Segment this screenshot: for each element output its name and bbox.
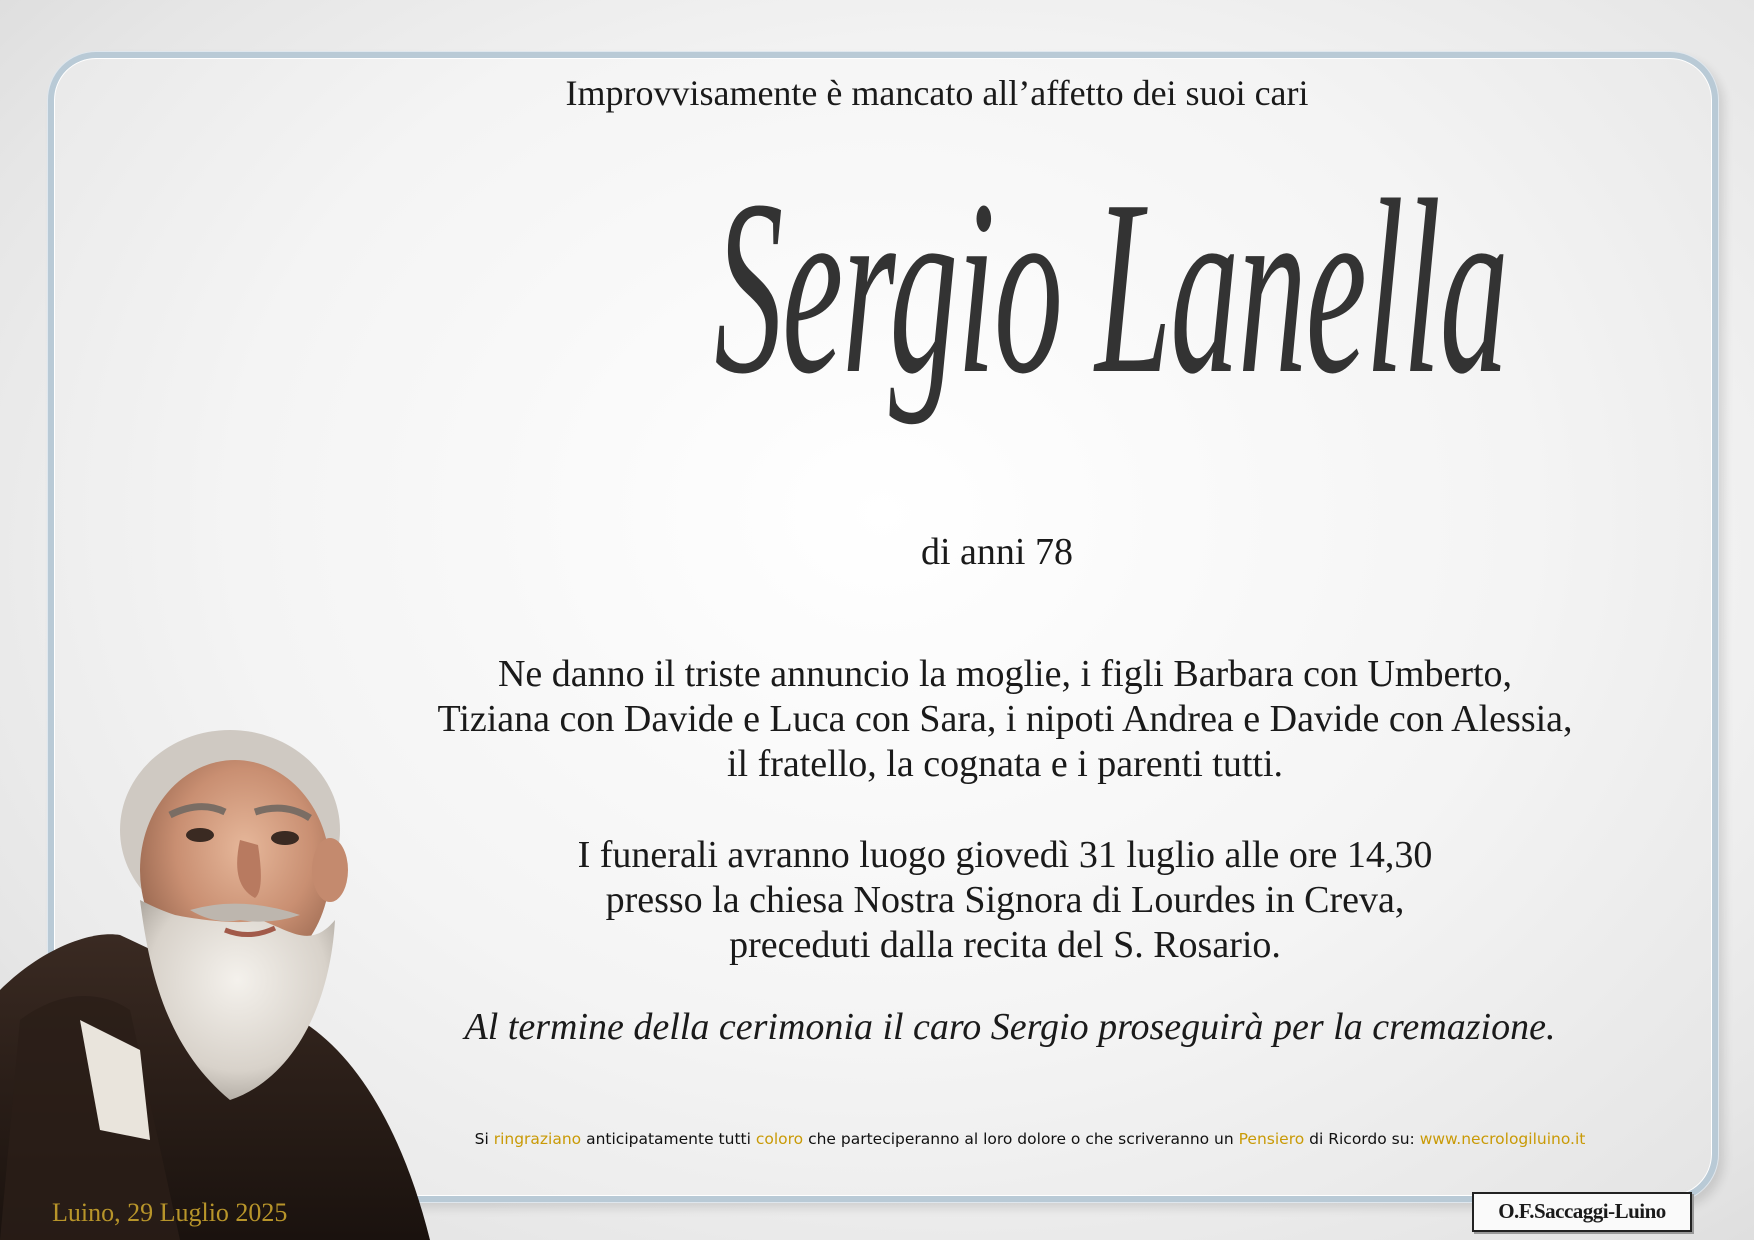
funeral-details <box>360 833 1650 968</box>
intro-line: Improvvisamente è mancato all’affetto dei suoi cari <box>565 73 1309 113</box>
funeral-line: I funerali avranno luogo giovedì 31 luglio alle ore 14,30 <box>577 834 1433 876</box>
age-line: di anni 78 <box>921 531 1073 573</box>
date-line: Luino, 29 Luglio 2025 <box>52 1198 288 1227</box>
website-link[interactable]: www.necrologiluino.it <box>1419 1130 1586 1148</box>
deceased-name: Sergio Lanella <box>714 149 1508 426</box>
portrait-image <box>0 720 430 1240</box>
funeral-line: preceduti dalla recita del S. Rosario. <box>729 924 1281 966</box>
announcement-line: Ne danno il triste annuncio la moglie, i figli Barbara con Umberto, <box>497 653 1513 695</box>
thanks-line: Si ringraziano anticipatamente tutti coloro che parteciperanno al loro dolore o che scriveranno un Pensiero di Ricordo su: www.necrologiluino.it <box>474 1130 1586 1148</box>
funeral-line: presso la chiesa Nostra Signora di Lourdes in Creva, <box>605 879 1405 921</box>
closing-line: Al termine della cerimonia il caro Sergio proseguirà per la cremazione. <box>464 1006 1556 1048</box>
announcement-line: il fratello, la cognata e i parenti tutti. <box>726 743 1284 785</box>
announcement-block <box>360 652 1650 787</box>
agency-stamp: O.F.Saccaggi-Luino <box>1472 1192 1692 1232</box>
announcement-line: Tiziana con Davide e Luca con Sara, i nipoti Andrea e Davide con Alessia, <box>437 698 1573 740</box>
